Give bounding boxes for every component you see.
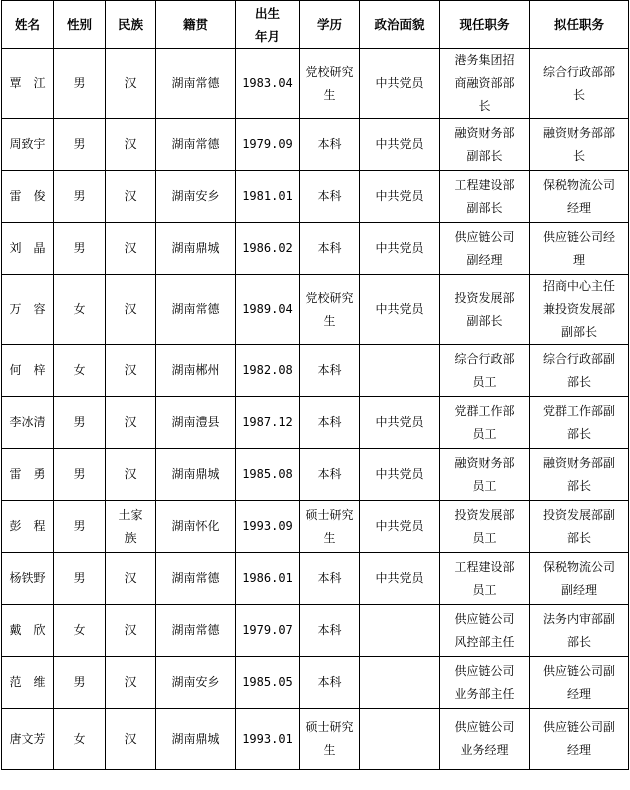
cell-political: 中共党员 bbox=[360, 449, 440, 501]
cell-gender: 女 bbox=[54, 345, 106, 397]
cell-political: 中共党员 bbox=[360, 119, 440, 171]
cell-birth: 1986.02 bbox=[236, 223, 300, 275]
cell-text: 汉 bbox=[124, 137, 137, 151]
cell-current-position bbox=[440, 397, 530, 449]
cell-political bbox=[360, 709, 440, 770]
cell-name: 彭 程 bbox=[2, 501, 54, 553]
table-row bbox=[2, 171, 629, 223]
cell-text: 供应链公司经理 bbox=[542, 229, 615, 267]
cell-text: 供应链公司副经理 bbox=[454, 229, 515, 267]
cell-text: 汉 bbox=[124, 415, 137, 429]
cell-text: 综合行政部员工 bbox=[454, 351, 515, 389]
table-row bbox=[2, 501, 629, 553]
table-row bbox=[2, 223, 629, 275]
cell-gender: 男 bbox=[54, 397, 106, 449]
cell-education bbox=[300, 49, 360, 119]
cell-text: 融资财务部部长 bbox=[542, 125, 615, 163]
cell-text: 投资发展部副部长 bbox=[454, 290, 515, 328]
cell-current-position bbox=[440, 657, 530, 709]
header-ethnicity: 民族 bbox=[106, 1, 156, 49]
cell-text: 本科 bbox=[317, 415, 342, 429]
header-current-position: 现任职务 bbox=[440, 1, 530, 49]
cell-text: 保税物流公司经理 bbox=[542, 177, 615, 215]
table-row bbox=[2, 49, 629, 119]
cell-name: 万 容 bbox=[2, 275, 54, 345]
table-row bbox=[2, 449, 629, 501]
cell-education bbox=[300, 397, 360, 449]
table-row bbox=[2, 397, 629, 449]
cell-ethnicity bbox=[106, 275, 156, 345]
cell-education bbox=[300, 553, 360, 605]
cell-birth: 1982.08 bbox=[236, 345, 300, 397]
cell-text: 港务集团招商融资部部长 bbox=[454, 53, 515, 113]
cell-education bbox=[300, 605, 360, 657]
cell-ethnicity bbox=[106, 657, 156, 709]
table-row bbox=[2, 345, 629, 397]
cell-nominated-position bbox=[530, 49, 629, 119]
cell-nominated-position bbox=[530, 223, 629, 275]
cell-text: 本科 bbox=[317, 241, 342, 255]
cell-name: 李冰清 bbox=[2, 397, 54, 449]
cell-text: 汉 bbox=[124, 241, 137, 255]
header-birth-label: 出生年月 bbox=[254, 5, 280, 44]
cell-origin: 湖南鼎城 bbox=[156, 223, 236, 275]
cell-birth: 1993.09 bbox=[236, 501, 300, 553]
cell-political: 中共党员 bbox=[360, 397, 440, 449]
cell-origin: 湖南鼎城 bbox=[156, 449, 236, 501]
cell-ethnicity bbox=[106, 449, 156, 501]
cell-gender: 男 bbox=[54, 223, 106, 275]
table-row bbox=[2, 605, 629, 657]
cell-gender: 男 bbox=[54, 119, 106, 171]
cell-gender: 女 bbox=[54, 275, 106, 345]
cell-text: 工程建设部员工 bbox=[454, 559, 515, 597]
cell-text: 汉 bbox=[124, 731, 137, 746]
cell-text: 本科 bbox=[317, 137, 342, 151]
cell-origin: 湖南常德 bbox=[156, 49, 236, 119]
cell-text: 本科 bbox=[317, 675, 342, 689]
cell-birth: 1987.12 bbox=[236, 397, 300, 449]
cell-name: 唐文芳 bbox=[2, 709, 54, 770]
cell-education bbox=[300, 501, 360, 553]
cell-nominated-position bbox=[530, 553, 629, 605]
cell-gender: 男 bbox=[54, 449, 106, 501]
cell-text: 供应链公司副经理 bbox=[542, 663, 615, 701]
header-nominated-position: 拟任职务 bbox=[530, 1, 629, 49]
personnel-table bbox=[1, 0, 629, 770]
cell-text: 硕士研究生 bbox=[305, 507, 354, 545]
cell-birth: 1983.04 bbox=[236, 49, 300, 119]
cell-current-position bbox=[440, 605, 530, 657]
cell-nominated-position bbox=[530, 449, 629, 501]
header-birth bbox=[236, 1, 300, 49]
cell-origin: 湖南安乡 bbox=[156, 657, 236, 709]
cell-political bbox=[360, 657, 440, 709]
cell-nominated-position bbox=[530, 171, 629, 223]
cell-ethnicity bbox=[106, 553, 156, 605]
cell-origin: 湖南常德 bbox=[156, 553, 236, 605]
cell-origin: 湖南安乡 bbox=[156, 171, 236, 223]
cell-education bbox=[300, 223, 360, 275]
cell-current-position bbox=[440, 119, 530, 171]
cell-birth: 1981.01 bbox=[236, 171, 300, 223]
cell-political bbox=[360, 605, 440, 657]
cell-education bbox=[300, 709, 360, 770]
cell-education bbox=[300, 171, 360, 223]
cell-text: 法务内审部副部长 bbox=[542, 611, 615, 649]
cell-text: 汉 bbox=[124, 571, 137, 585]
cell-current-position bbox=[440, 49, 530, 119]
cell-text: 土家族 bbox=[118, 507, 143, 545]
cell-gender: 男 bbox=[54, 553, 106, 605]
table-row bbox=[2, 275, 629, 345]
cell-text: 招商中心主任兼投资发展部副部长 bbox=[542, 279, 615, 339]
cell-current-position bbox=[440, 171, 530, 223]
cell-political: 中共党员 bbox=[360, 49, 440, 119]
cell-text: 党校研究生 bbox=[305, 64, 354, 102]
cell-text: 汉 bbox=[124, 675, 137, 689]
cell-text: 硕士研究生 bbox=[305, 720, 354, 757]
cell-text: 投资发展部副部长 bbox=[542, 507, 615, 545]
cell-text: 党群工作部员工 bbox=[454, 403, 515, 441]
cell-origin: 湖南常德 bbox=[156, 275, 236, 345]
cell-text: 工程建设部副部长 bbox=[454, 177, 515, 215]
header-political: 政治面貌 bbox=[360, 1, 440, 49]
cell-ethnicity bbox=[106, 501, 156, 553]
cell-birth: 1989.04 bbox=[236, 275, 300, 345]
cell-education bbox=[300, 345, 360, 397]
cell-name: 刘 晶 bbox=[2, 223, 54, 275]
header-row bbox=[2, 1, 629, 49]
cell-current-position bbox=[440, 501, 530, 553]
cell-education bbox=[300, 275, 360, 345]
header-name: 姓名 bbox=[2, 1, 54, 49]
cell-name: 范 维 bbox=[2, 657, 54, 709]
cell-text: 融资财务部副部长 bbox=[542, 455, 615, 493]
cell-political: 中共党员 bbox=[360, 171, 440, 223]
cell-ethnicity bbox=[106, 345, 156, 397]
cell-political bbox=[360, 345, 440, 397]
header-education: 学历 bbox=[300, 1, 360, 49]
cell-origin: 湖南常德 bbox=[156, 119, 236, 171]
table-row bbox=[2, 709, 629, 770]
cell-name: 何 梓 bbox=[2, 345, 54, 397]
cell-name: 周致宇 bbox=[2, 119, 54, 171]
cell-text: 综合行政部副部长 bbox=[542, 351, 615, 389]
cell-origin: 湖南澧县 bbox=[156, 397, 236, 449]
cell-ethnicity bbox=[106, 49, 156, 119]
cell-text: 本科 bbox=[317, 467, 342, 481]
cell-nominated-position bbox=[530, 501, 629, 553]
cell-birth: 1985.05 bbox=[236, 657, 300, 709]
cell-text: 供应链公司业务部主任 bbox=[454, 663, 515, 701]
cell-text: 本科 bbox=[317, 363, 342, 377]
cell-ethnicity bbox=[106, 119, 156, 171]
cell-text: 党校研究生 bbox=[305, 290, 354, 328]
cell-origin: 湖南鼎城 bbox=[156, 709, 236, 770]
cell-political: 中共党员 bbox=[360, 501, 440, 553]
table-row bbox=[2, 657, 629, 709]
cell-text: 综合行政部部长 bbox=[542, 64, 615, 102]
header-origin: 籍贯 bbox=[156, 1, 236, 49]
cell-name: 戴 欣 bbox=[2, 605, 54, 657]
cell-text: 党群工作部副部长 bbox=[542, 403, 615, 441]
cell-name: 覃 江 bbox=[2, 49, 54, 119]
cell-nominated-position bbox=[530, 709, 629, 770]
cell-name: 雷 勇 bbox=[2, 449, 54, 501]
cell-nominated-position bbox=[530, 119, 629, 171]
cell-gender: 男 bbox=[54, 501, 106, 553]
cell-origin: 湖南怀化 bbox=[156, 501, 236, 553]
cell-political: 中共党员 bbox=[360, 553, 440, 605]
cell-text: 汉 bbox=[124, 302, 137, 316]
cell-birth: 1985.08 bbox=[236, 449, 300, 501]
cell-name: 雷 俊 bbox=[2, 171, 54, 223]
cell-text: 融资财务部副部长 bbox=[454, 125, 515, 163]
cell-gender: 男 bbox=[54, 171, 106, 223]
cell-nominated-position bbox=[530, 605, 629, 657]
cell-text: 本科 bbox=[317, 189, 342, 203]
cell-birth: 1979.07 bbox=[236, 605, 300, 657]
cell-gender: 女 bbox=[54, 709, 106, 770]
cell-origin: 湖南常德 bbox=[156, 605, 236, 657]
cell-current-position bbox=[440, 223, 530, 275]
cell-gender: 男 bbox=[54, 49, 106, 119]
cell-gender: 男 bbox=[54, 657, 106, 709]
cell-ethnicity bbox=[106, 397, 156, 449]
cell-text: 保税物流公司副经理 bbox=[542, 559, 615, 597]
cell-text: 投资发展部员工 bbox=[454, 507, 515, 545]
cell-text: 融资财务部员工 bbox=[454, 455, 515, 493]
cell-political: 中共党员 bbox=[360, 275, 440, 345]
cell-origin: 湖南郴州 bbox=[156, 345, 236, 397]
cell-name: 杨铁野 bbox=[2, 553, 54, 605]
table-row bbox=[2, 553, 629, 605]
cell-text: 本科 bbox=[317, 571, 342, 585]
cell-birth: 1979.09 bbox=[236, 119, 300, 171]
cell-education bbox=[300, 449, 360, 501]
cell-text: 汉 bbox=[124, 76, 137, 90]
cell-text: 汉 bbox=[124, 189, 137, 203]
cell-nominated-position bbox=[530, 397, 629, 449]
cell-nominated-position bbox=[530, 345, 629, 397]
cell-text: 汉 bbox=[124, 363, 137, 377]
cell-education bbox=[300, 119, 360, 171]
table-row bbox=[2, 119, 629, 171]
cell-text: 汉 bbox=[124, 467, 137, 481]
cell-ethnicity bbox=[106, 605, 156, 657]
cell-text: 供应链公司副经理 bbox=[542, 720, 615, 757]
cell-ethnicity bbox=[106, 223, 156, 275]
cell-current-position bbox=[440, 709, 530, 770]
cell-political: 中共党员 bbox=[360, 223, 440, 275]
cell-current-position bbox=[440, 449, 530, 501]
cell-gender: 女 bbox=[54, 605, 106, 657]
cell-text: 供应链公司风控部主任 bbox=[454, 611, 515, 649]
cell-birth: 1986.01 bbox=[236, 553, 300, 605]
cell-birth: 1993.01 bbox=[236, 709, 300, 770]
cell-ethnicity bbox=[106, 171, 156, 223]
cell-nominated-position bbox=[530, 275, 629, 345]
cell-text: 供应链公司业务经理 bbox=[454, 720, 515, 757]
cell-education bbox=[300, 657, 360, 709]
header-gender: 性别 bbox=[54, 1, 106, 49]
cell-text: 汉 bbox=[124, 623, 137, 637]
cell-text: 本科 bbox=[317, 623, 342, 637]
cell-nominated-position bbox=[530, 657, 629, 709]
cell-current-position bbox=[440, 345, 530, 397]
cell-ethnicity bbox=[106, 709, 156, 770]
cell-current-position bbox=[440, 553, 530, 605]
cell-current-position bbox=[440, 275, 530, 345]
